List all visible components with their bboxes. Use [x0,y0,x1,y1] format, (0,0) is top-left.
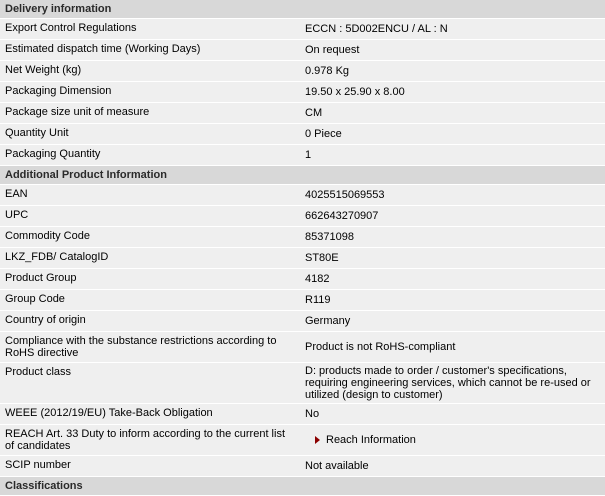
table-row [0,332,605,363]
row-label: UPC [0,206,300,227]
row-label: Export Control Regulations [0,19,300,40]
table-row [0,425,605,456]
row-label: Package size unit of measure [0,103,300,124]
table-row [0,40,605,61]
row-value: ECCN : 5D002ENCU / AL : N [300,19,605,40]
row-value-cell [300,425,605,456]
section-title: Additional Product Information [0,166,605,185]
row-value: 0.978 Kg [300,61,605,82]
table-row [0,124,605,145]
row-label: SCIP number [0,456,300,477]
row-value: 0 Piece [300,124,605,145]
table-row [0,61,605,82]
row-label: Country of origin [0,311,300,332]
table-row [0,206,605,227]
table-row [0,185,605,206]
table-row [0,19,605,40]
section-title: Classifications [0,477,605,496]
row-label: WEEE (2012/19/EU) Take-Back Obligation [0,404,300,425]
table-row [0,290,605,311]
table-row [0,404,605,425]
row-value: R119 [300,290,605,311]
row-label: Compliance with the substance restrictions according to RoHS directive [0,332,300,363]
row-value: No [300,404,605,425]
row-value: On request [300,40,605,61]
row-label: Product Group [0,269,300,290]
row-label: EAN [0,185,300,206]
row-value: ST80E [300,248,605,269]
table-row [0,145,605,166]
row-label: Commodity Code [0,227,300,248]
table-row [0,311,605,332]
row-label: REACH Art. 33 Duty to inform according to the current list of candidates [0,425,300,456]
row-value: Product is not RoHS-compliant [300,332,605,363]
table-row [0,103,605,124]
section-header-delivery [0,0,605,19]
row-value: 1 [300,145,605,166]
row-value: 4182 [300,269,605,290]
row-value: 662643270907 [300,206,605,227]
reach-information-label: Reach Information [326,433,416,446]
row-label: Packaging Quantity [0,145,300,166]
table-row [0,269,605,290]
section-title: Delivery information [0,0,605,19]
row-label: Estimated dispatch time (Working Days) [0,40,300,61]
row-value: Not available [300,456,605,477]
table-row [0,82,605,103]
row-value: 85371098 [300,227,605,248]
row-label: Product class [0,363,300,404]
row-value: D: products made to order / customer's specifications, requiring engineering services, which cannot be re-used or utilized (design to customer) [300,363,605,404]
row-value: CM [300,103,605,124]
row-label: Net Weight (kg) [0,61,300,82]
table-row [0,456,605,477]
row-value: 4025515069553 [300,185,605,206]
table-row [0,363,605,404]
section-header-classifications [0,477,605,496]
table-row [0,248,605,269]
row-value: 19.50 x 25.90 x 8.00 [300,82,605,103]
section-header-additional [0,166,605,185]
row-label: Quantity Unit [0,124,300,145]
row-label: Group Code [0,290,300,311]
arrow-right-icon [315,436,320,444]
row-value: Germany [300,311,605,332]
row-label: LKZ_FDB/ CatalogID [0,248,300,269]
row-label: Packaging Dimension [0,82,300,103]
table-row [0,227,605,248]
reach-information-link[interactable] [305,434,416,446]
